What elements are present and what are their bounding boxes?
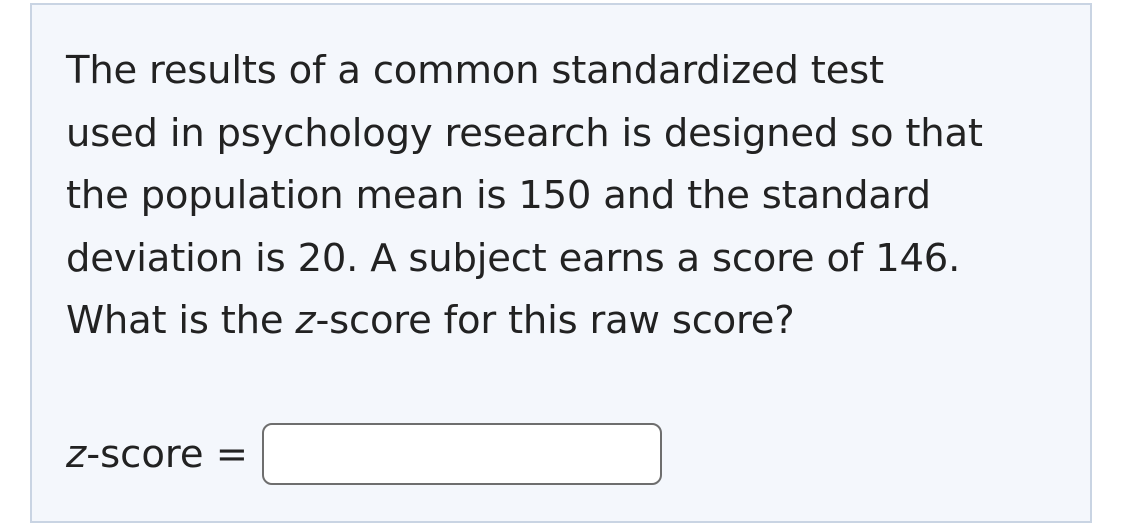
answer-label-var: z [66, 431, 87, 477]
question-line-5 [66, 290, 1076, 353]
question-panel [30, 3, 1092, 523]
question-line-3: the population mean is 150 and the standard [66, 173, 931, 218]
question-line-5-before: What is the [66, 298, 296, 343]
question-line-2: used in psychology research is designed so that [66, 110, 983, 156]
z-score-input[interactable] [262, 423, 662, 485]
answer-label [66, 432, 248, 477]
question-line-4: deviation is 20. A subject earns a score of 146. [66, 235, 961, 281]
question-line-5-after: -score for this raw score? [315, 298, 795, 343]
z-variable: z [295, 298, 316, 343]
question-text [66, 40, 1076, 353]
answer-label-text: -score = [86, 431, 249, 477]
question-line-1: The results of a common standardized test [66, 48, 884, 93]
answer-row [66, 421, 662, 487]
